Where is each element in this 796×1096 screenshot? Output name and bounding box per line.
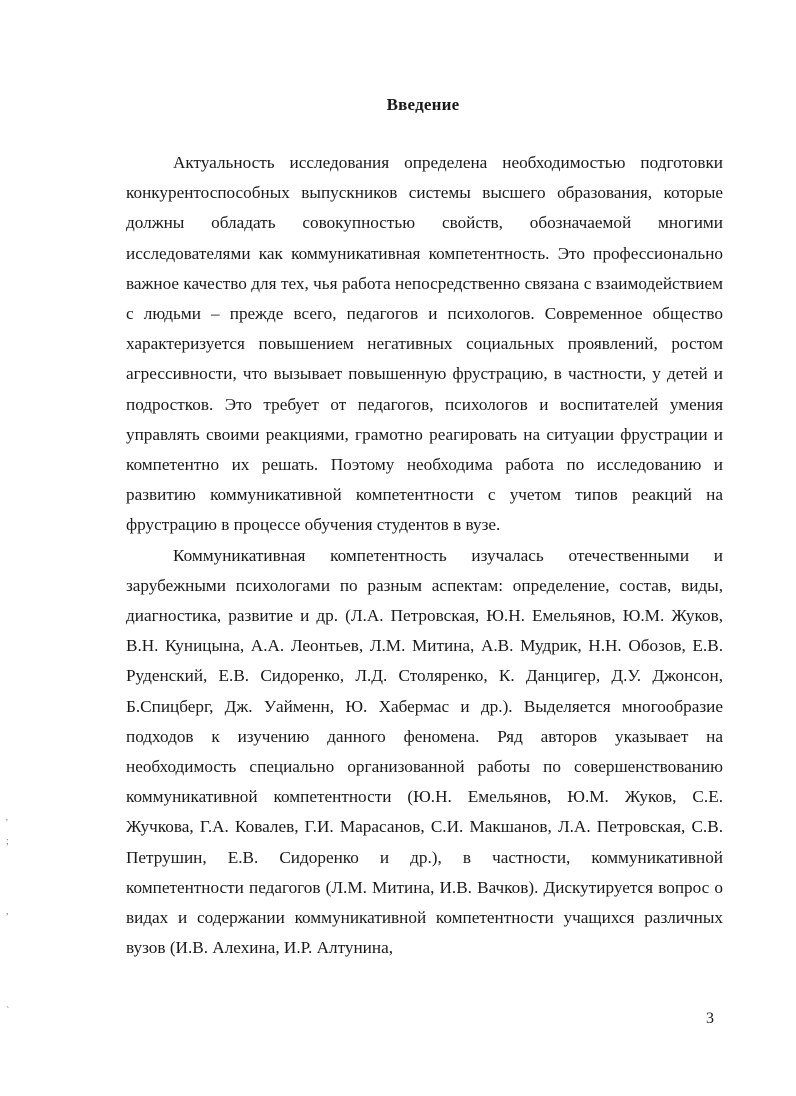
- paragraph-2: Коммуникативная компетентность изучалась отечественными и зарубежными психологами по разным аспектам: определение, состав, виды, диагностика, развитие и др. (Л.А. Петровская, Ю.Н. Емельянов, Ю.М. Жуков, В.Н. Куницына, А.А. Леонтьев, Л.М. Митина, А.В. Мудрик, Н.Н. Обозов, Е.В. Руденский, Е.В. Сидоренко, Л.Д. Столяренко, К. Данцигер, Д.У. Джонсон, Б.Спицберг, Дж. Уайменн, Ю. Хабермас и др.). Выделяется многообразие подходов к изучению данного феномена. Ряд авторов указывает на необходимость специально организованной работы по совершенствованию коммуникативной компетентности (Ю.Н. Емельянов, Ю.М. Жуков, С.Е. Жучкова, Г.А. Ковалев, Г.И. Марасанов, С.И. Макшанов, Л.А. Петровская, С.В. Петрушин, Е.В. Сидоренко и др.), в частности, коммуникативной компетентности педагогов (Л.М. Митина, И.В. Вачков). Дискутируется вопрос о видах и содержании коммуникативной компетентности учащихся различных вузов (И.В. Алехина, И.Р. Алтунина,: [126, 545, 723, 958]
- scan-speck: ': [6, 818, 8, 829]
- scan-speck: ,: [6, 906, 9, 917]
- page-number: 3: [706, 1010, 714, 1027]
- scan-speck: `: [6, 1006, 10, 1017]
- body-text: [126, 148, 723, 963]
- scan-speck: ;: [6, 836, 9, 847]
- paragraph-1: Актуальность исследования определена необходимостью подготовки конкурентоспособных выпускников системы высшего образования, которые должны обладать совокупностью свойств, обозначаемой многими исследователями как коммуникативная компетентность. Это профессионально важное качество для тех, чья работа непосредственно связана с взаимодействием с людьми – прежде всего, педагогов и психологов. Современное общество характеризуется повышением негативных социальных проявлений, ростом агрессивности, что вызывает повышенную фрустрацию, в частности, у детей и подростков. Это требует от педагогов, психологов и воспитателей умения управлять своими реакциями, грамотно реагировать на ситуации фрустрации и компетентно их решать. Поэтому необходима работа по исследованию и развитию коммуникативной компетентности с учетом типов реакций на фрустрацию в процессе обучения студентов в вузе.: [126, 153, 723, 535]
- section-heading: Введение: [386, 95, 460, 114]
